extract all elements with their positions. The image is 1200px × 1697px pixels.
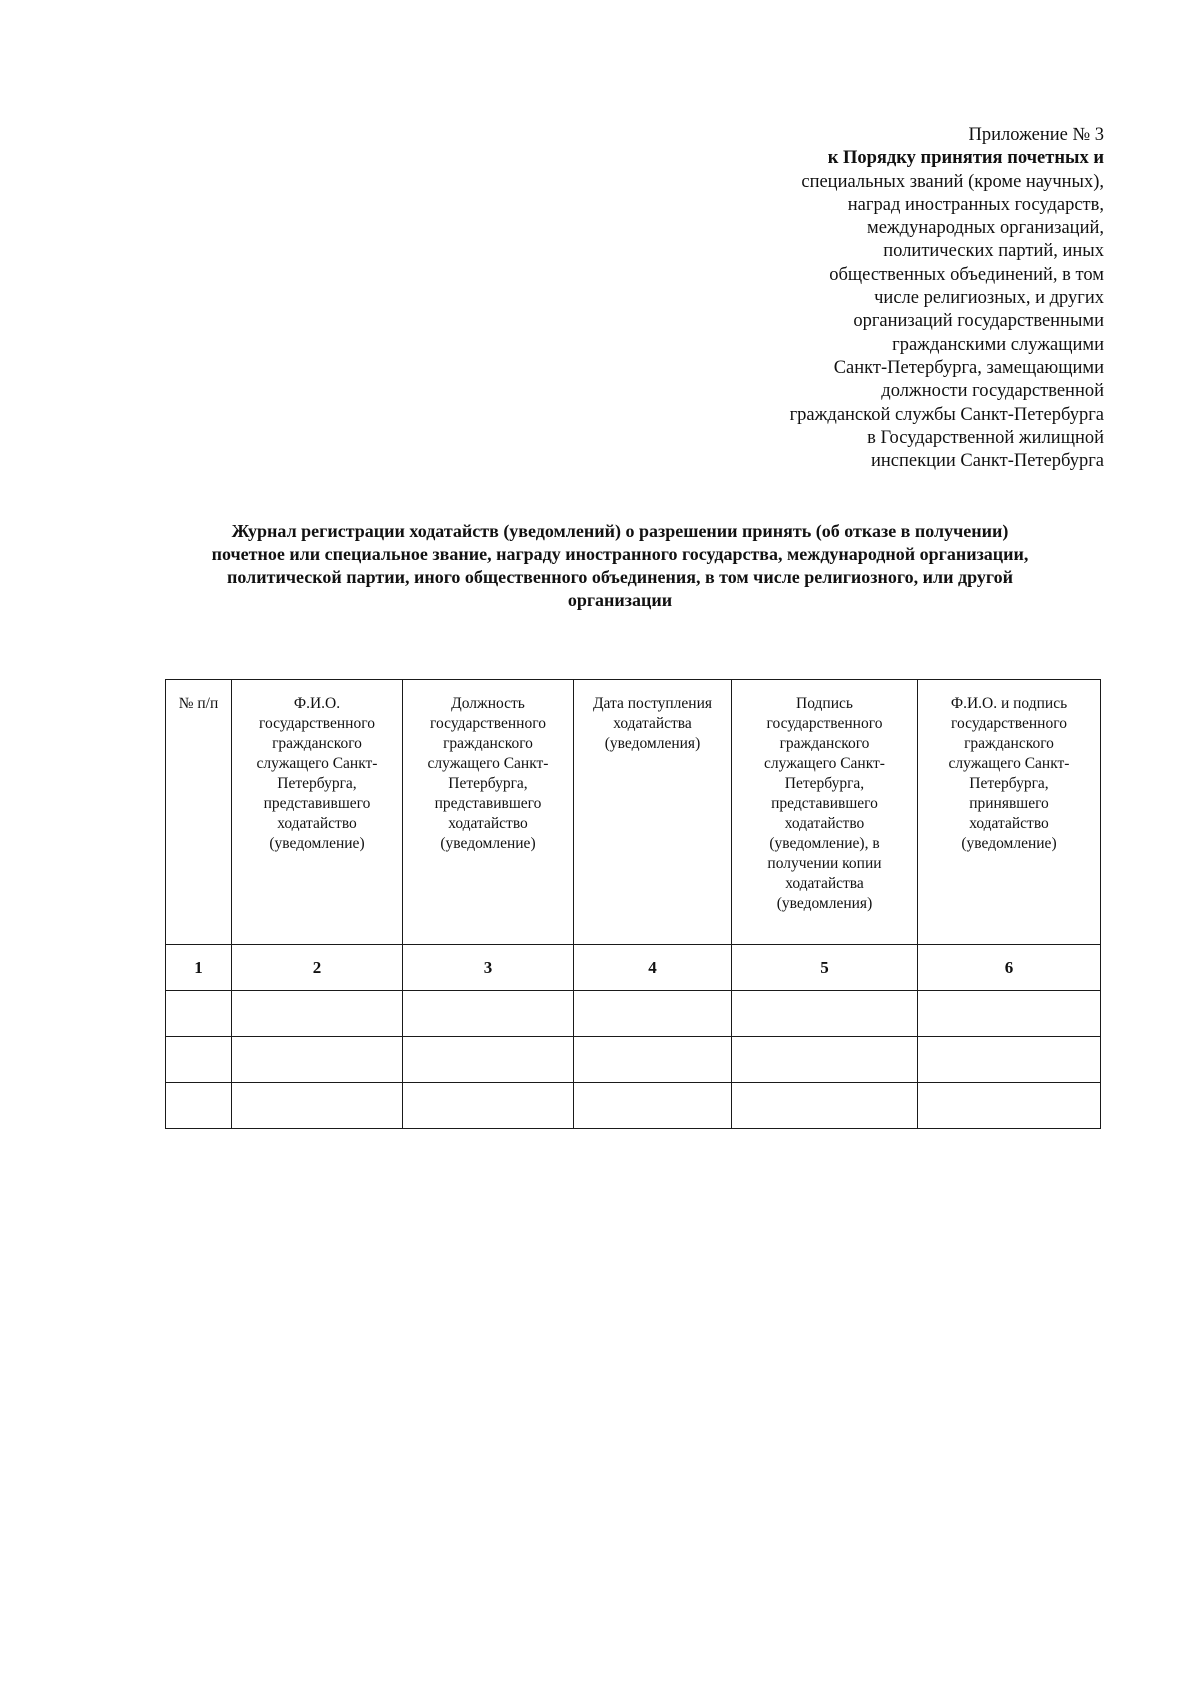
table-header-row bbox=[166, 680, 1101, 945]
table-cell bbox=[166, 1083, 232, 1129]
annex-line: гражданскими служащими bbox=[892, 334, 1104, 355]
table-row bbox=[166, 991, 1101, 1037]
annex-line: Санкт-Петербурга, замещающими bbox=[833, 357, 1104, 378]
table-cell bbox=[574, 991, 732, 1037]
header-cell-fio bbox=[232, 680, 403, 945]
header-label: Ф.И.О. государственного гражданского служащего Санкт- Петербурга, представившего ходатайство (уведомление) bbox=[256, 695, 378, 852]
header-label: Дата поступления ходатайства (уведомления) bbox=[592, 695, 713, 752]
journal-title-line: Журнал регистрации ходатайств (уведомлений) о разрешении принять (об отказе в получении) bbox=[231, 521, 1009, 541]
table-cell bbox=[403, 1083, 574, 1129]
table-cell bbox=[403, 1037, 574, 1083]
table-cell bbox=[166, 1037, 232, 1083]
annex-line: Приложение № 3 bbox=[968, 125, 1104, 145]
header-cell-position bbox=[403, 680, 574, 945]
annex-line: специальных званий (кроме научных), bbox=[801, 171, 1104, 192]
column-number: 4 bbox=[574, 945, 732, 991]
annex-line: международных организаций, bbox=[866, 218, 1104, 239]
table-cell bbox=[732, 1037, 918, 1083]
table-cell bbox=[232, 1037, 403, 1083]
header-cell-signature bbox=[732, 680, 918, 945]
table-cell bbox=[918, 1037, 1101, 1083]
annex-line: наград иностранных государств, bbox=[847, 194, 1104, 215]
journal-title-line: почетное или специальное звание, награду иностранного государства, международной организации, bbox=[211, 544, 1029, 564]
annex-line: в Государственной жилищной bbox=[867, 427, 1104, 448]
table-cell bbox=[232, 991, 403, 1037]
header-cell-date bbox=[574, 680, 732, 945]
header-label: № п/п bbox=[178, 695, 219, 712]
column-number: 6 bbox=[918, 945, 1101, 991]
annex-line: должности государственной bbox=[881, 381, 1104, 402]
journal-table bbox=[165, 679, 1101, 1129]
table-row bbox=[166, 1037, 1101, 1083]
header-label: Должность государственного гражданского служащего Санкт- Петербурга, представившего ходатайство (уведомление) bbox=[427, 695, 549, 852]
journal-title-line: политической партии, иного общественного объединения, в том числе религиозного, или другой bbox=[227, 567, 1013, 587]
annex-line: политических партий, иных bbox=[883, 241, 1104, 262]
annex-block bbox=[684, 124, 1104, 473]
table-cell bbox=[574, 1083, 732, 1129]
table-row bbox=[166, 1083, 1101, 1129]
header-cell-receiver bbox=[918, 680, 1101, 945]
table-cell bbox=[403, 991, 574, 1037]
table-cell bbox=[166, 991, 232, 1037]
column-number: 3 bbox=[403, 945, 574, 991]
journal-title-line: организации bbox=[567, 590, 673, 610]
table-cell bbox=[732, 991, 918, 1037]
column-number-row bbox=[166, 945, 1101, 991]
table-cell bbox=[732, 1083, 918, 1129]
table-cell bbox=[574, 1037, 732, 1083]
column-number: 2 bbox=[232, 945, 403, 991]
header-label: Ф.И.О. и подпись государственного гражданского служащего Санкт- Петербурга, принявшего ходатайство (уведомление) bbox=[948, 695, 1070, 852]
table-cell bbox=[918, 1083, 1101, 1129]
column-number: 5 bbox=[732, 945, 918, 991]
annex-line: гражданской службы Санкт-Петербурга bbox=[789, 404, 1104, 425]
journal-title bbox=[150, 520, 1090, 612]
header-cell-number bbox=[166, 680, 232, 945]
table-cell bbox=[918, 991, 1101, 1037]
annex-line: общественных объединений, в том bbox=[829, 264, 1104, 285]
table-cell bbox=[232, 1083, 403, 1129]
annex-line: организаций государственными bbox=[853, 311, 1104, 332]
annex-line: числе религиозных, и других bbox=[874, 288, 1104, 309]
annex-line: инспекции Санкт-Петербурга bbox=[870, 451, 1104, 472]
header-label: Подпись государственного гражданского служащего Санкт- Петербурга, представившего ходатайство (уведомление), в получении копии ходатайства (уведомления) bbox=[764, 695, 885, 912]
annex-line: к Порядку принятия почетных и bbox=[827, 148, 1104, 169]
column-number: 1 bbox=[166, 945, 232, 991]
